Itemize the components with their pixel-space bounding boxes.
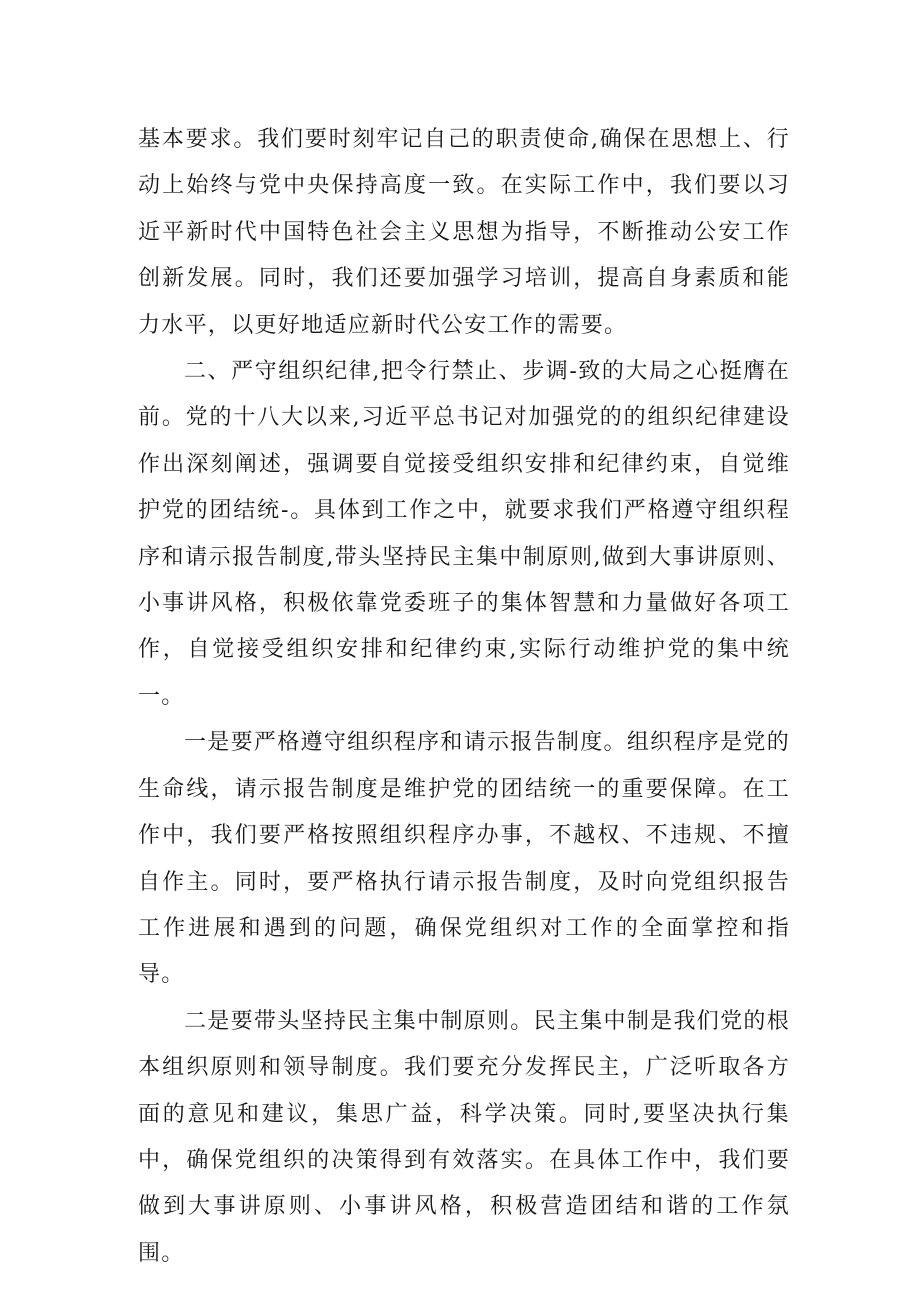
paragraph-1: 基本要求。我们要时刻牢记自己的职责使命,确保在思想上、行动上始终与党中央保持高度一致。在实际工作中，我们要以习近平新时代中国特色社会主义思想为指导，不断推动公安工作创新发展。同时，我们还要加强学习培训，提高自身素质和能力水平，以更好地适应新时代公安工作的需要。 bbox=[138, 127, 790, 338]
paragraph-3-organizational-procedure: 一是要严格遵守组织程序和请示报告制度。组织程序是党的生命线，请示报告制度是维护党的团结统一的重要保障。在工作中，我们要严格按照组织程序办事，不越权、不违规、不擅自作主。同时，要严格执行请示报告制度，及时向党组织报告工作进展和遇到的问题，确保党组织对工作的全面掌控和指导。 bbox=[138, 730, 790, 988]
paragraph-2-organizational-discipline: 二、严守组织纪律,把令行禁止、步调-致的大局之心挺膺在前。党的十八大以来,习近平总书记对加强党的的组织纪律建设作出深刻阐述，强调要自觉接受组织安排和纪律约束，自觉维护党的团结统-。具体到工作之中，就要求我们严格遵守组织程序和请示报告制度,带头坚持民主集中制原则,做到大事讲原则、小事讲风格，积极依靠党委班子的集体智慧和力量做好各项工作，自觉接受组织安排和纪律约束,实际行动维护党的集中统一。 bbox=[138, 359, 790, 709]
document-body bbox=[138, 117, 790, 1277]
paragraph-4-democratic-centralism: 二是要带头坚持民主集中制原则。民主集中制是我们党的根本组织原则和领导制度。我们要充分发挥民主，广泛听取各方面的意见和建议，集思广益，科学决策。同时,要坚决执行集中，确保党组织的决策得到有效落实。在具体工作中，我们要做到大事讲原则、小事讲风格，积极营造团结和谐的工作氛围。 bbox=[138, 1008, 790, 1266]
